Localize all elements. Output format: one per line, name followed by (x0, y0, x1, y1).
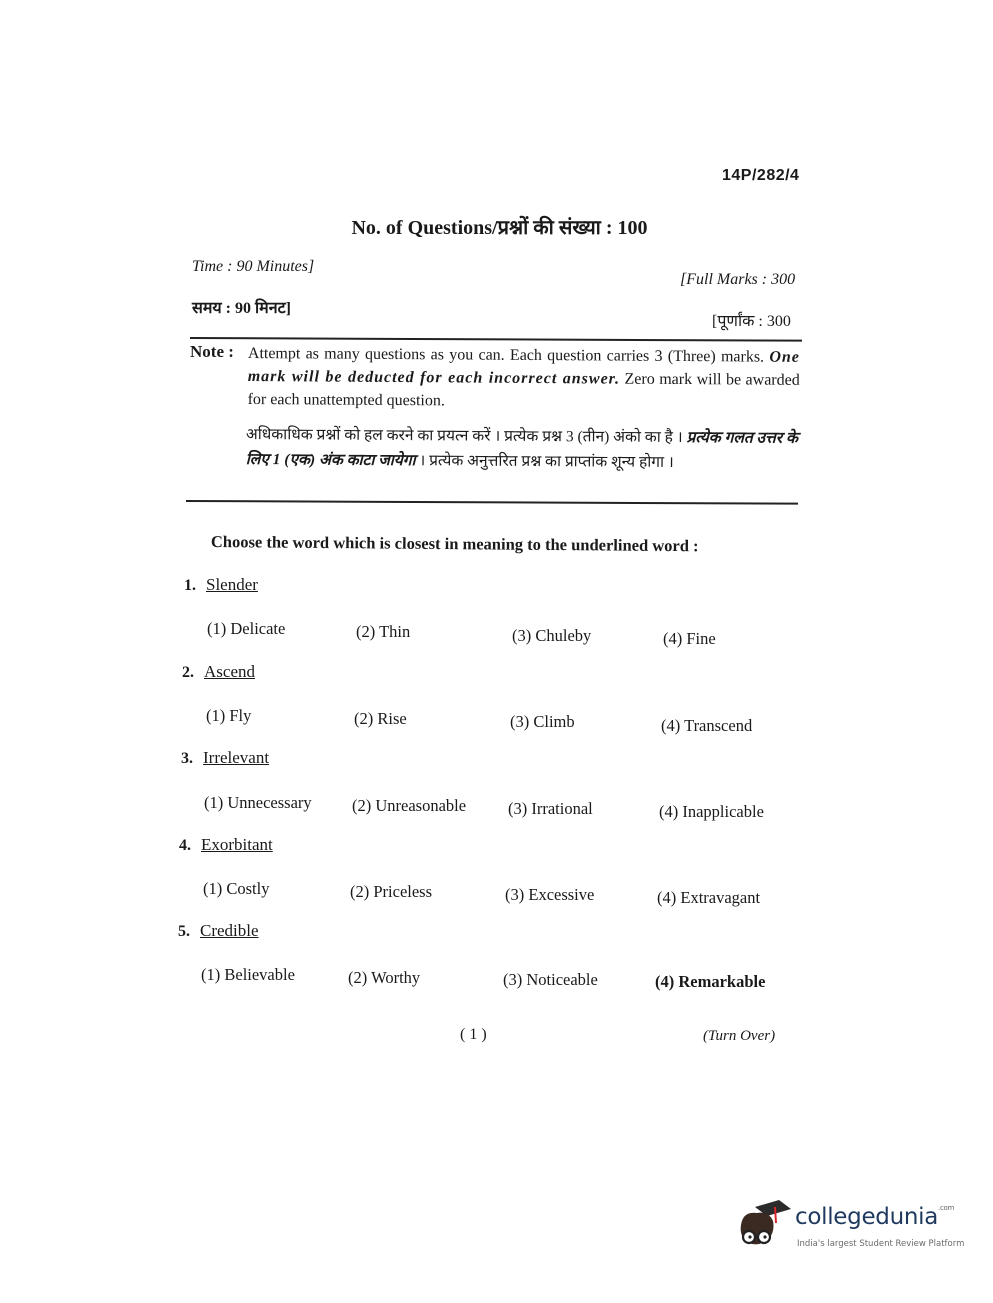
full-marks-english: [Full Marks : 300 (680, 271, 796, 288)
note-english (248, 342, 800, 415)
collegedunia-logo (735, 1197, 965, 1263)
option-1: (1) Delicate (207, 619, 286, 638)
option-1: (1) Believable (201, 965, 295, 984)
question-2 (182, 662, 255, 682)
note-english-part1: Attempt as many questions as you can. Each question carries 3 (Three) marks. (247, 344, 765, 366)
logo-tagline: India's largest Student Review Platform (797, 1239, 965, 1249)
option-3: (3) Irrational (508, 799, 593, 818)
option-2: (2) Unreasonable (352, 796, 467, 815)
full-marks-hindi: [पूर्णांक : 300 (712, 313, 791, 330)
page-number: ( 1 ) (460, 1026, 487, 1043)
option-3: (3) Noticeable (503, 970, 598, 989)
question-number: 1. (184, 577, 196, 594)
note-english-emphasis: One mark will be deducted for each incorrect answer. (247, 348, 800, 388)
question-word: Credible (200, 921, 259, 940)
option-4: (4) Transcend (661, 716, 753, 735)
note-label: Note : (190, 342, 234, 361)
question-number: 5. (178, 923, 190, 940)
option-3: (3) Climb (510, 712, 575, 731)
option-2: (2) Worthy (348, 968, 421, 987)
option-4: (4) Extravagant (657, 888, 761, 907)
question-number: 4. (179, 837, 191, 854)
option-4: (4) Inapplicable (659, 802, 764, 821)
question-3 (181, 748, 269, 768)
logo-brand-text: collegedunia (795, 1204, 939, 1230)
option-2: (2) Thin (356, 622, 411, 641)
option-2: (2) Rise (354, 709, 407, 728)
option-1: (1) Costly (203, 879, 270, 898)
option-3: (3) Chuleby (512, 626, 592, 645)
option-2: (2) Priceless (350, 882, 433, 901)
student-mascot-icon (735, 1197, 793, 1255)
question-word: Slender (206, 575, 258, 594)
question-word: Ascend (204, 662, 255, 681)
turn-over-label: (Turn Over) (703, 1028, 776, 1044)
paper-code: 14P/282/4 (722, 167, 800, 184)
note-hindi (246, 422, 798, 476)
note-hindi-part1: अधिकाधिक प्रश्नों को हल करने का प्रयत्न करें । प्रत्येक प्रश्न 3 (तीन) अंको का है । (245, 425, 683, 447)
option-4: (4) Fine (663, 629, 716, 648)
time-english: Time : 90 Minutes] (192, 258, 315, 275)
logo-brand (795, 1204, 954, 1230)
logo-com: .com (938, 1204, 955, 1212)
top-divider (190, 337, 802, 342)
option-3: (3) Excessive (505, 885, 595, 904)
question-5 (178, 921, 259, 941)
question-number: 2. (182, 664, 194, 681)
note-hindi-part2: । प्रत्येक अनुत्तरित प्रश्न का प्राप्तांक शून्य होगा । (419, 452, 674, 471)
question-word: Irrelevant (203, 748, 270, 767)
bottom-divider (186, 500, 798, 505)
option-1: (1) Unnecessary (204, 793, 312, 812)
time-hindi: समय : 90 मिनट] (192, 300, 291, 317)
option-1: (1) Fly (206, 706, 252, 725)
page-title: No. of Questions/प्रश्नों की संख्या : 100 (351, 217, 648, 239)
question-number: 3. (181, 750, 193, 767)
section-instruction: Choose the word which is closest in meaning to the underlined word : (210, 532, 699, 556)
option-4: (4) Remarkable (655, 972, 766, 991)
note-english-part2: Zero mark will be awarded for each unattempted question. (247, 370, 800, 410)
question-1 (184, 575, 258, 595)
question-4 (179, 835, 273, 855)
note-hindi-emphasis: प्रत्येक गलत उत्तर के लिए 1 (एक) अंक काटा जायेगा (245, 429, 798, 470)
question-word: Exorbitant (201, 835, 273, 854)
